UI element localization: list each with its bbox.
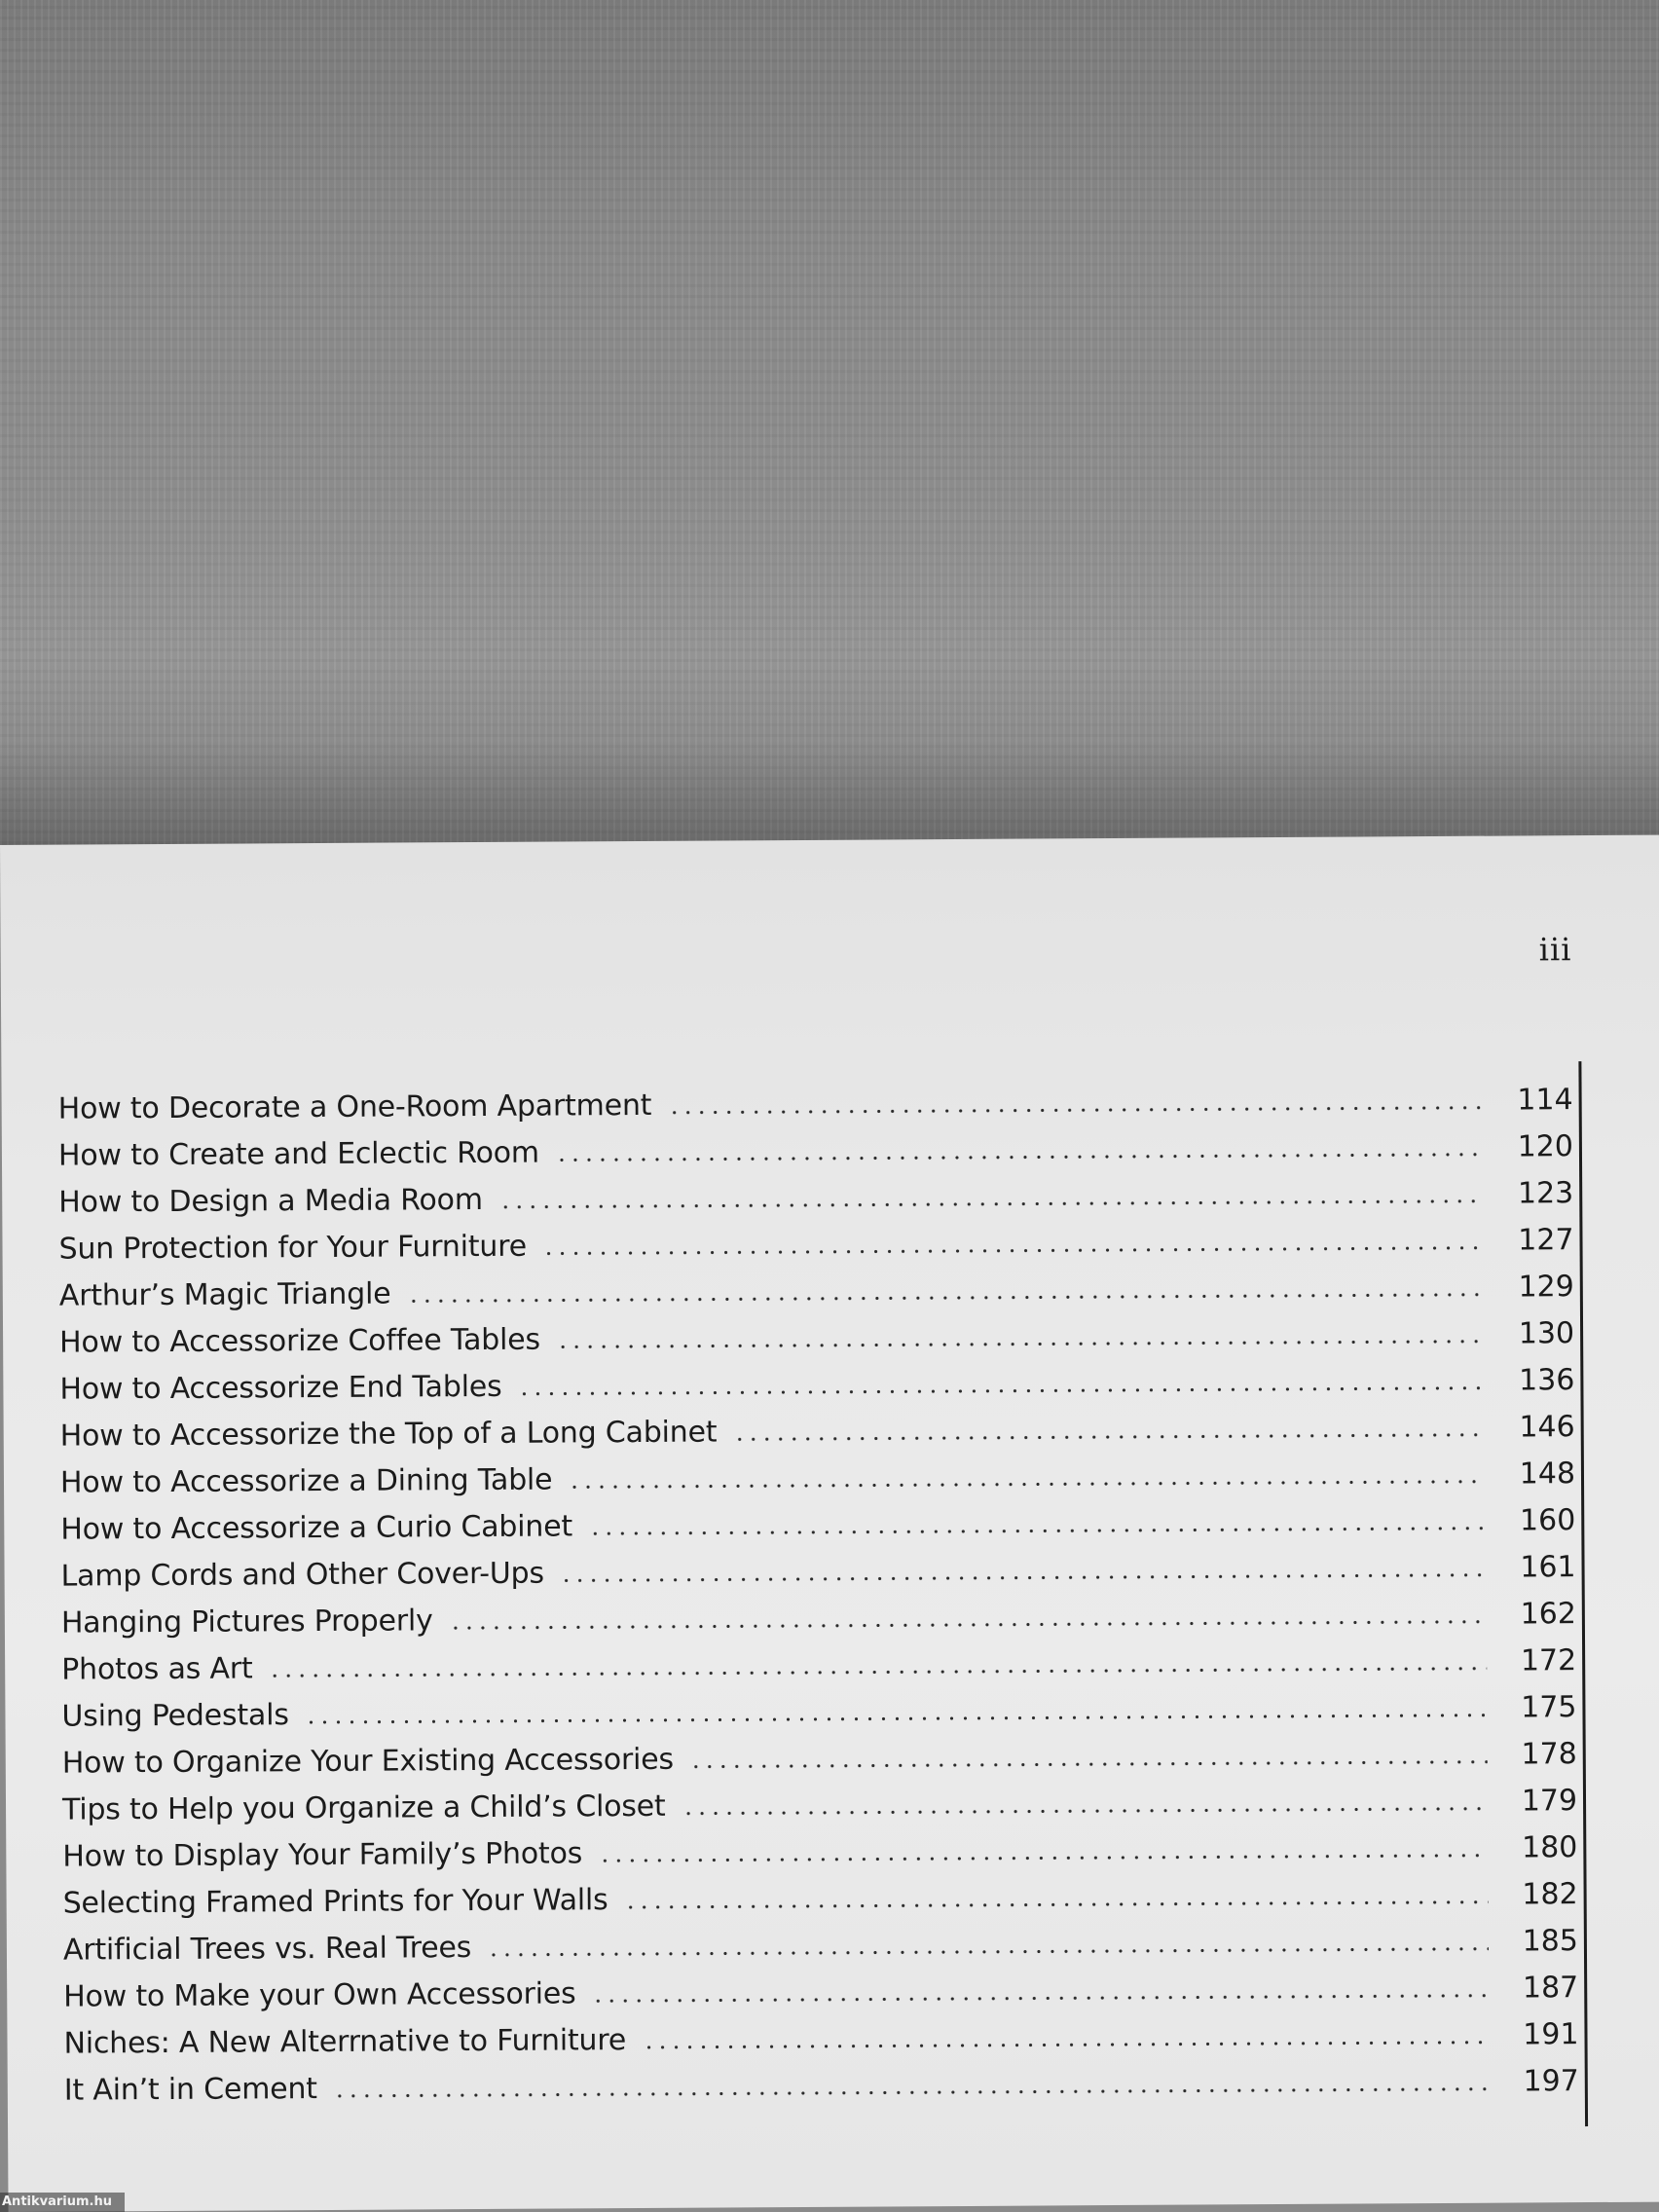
toc-entry-title: Using Pedestals [61,1698,289,1734]
toc-entry-title: How to Accessorize Coffee Tables [59,1322,541,1360]
dot-leader [560,1573,1487,1583]
toc-entry-title: How to Accessorize the Top of a Long Cabinet [59,1415,718,1454]
toc-entry-page: 172 [1520,1643,1577,1678]
toc-entry-title: How to Decorate a One-Room Apartment [57,1088,652,1126]
dot-leader [732,1433,1485,1442]
dot-leader [406,1293,1484,1304]
toc-entry-page: 187 [1522,1971,1579,2006]
dot-leader [568,1480,1486,1490]
toc-entry-title: Artificial Trees vs. Real Trees [62,1931,472,1968]
toc-entry-title: How to Design a Media Room [58,1182,483,1220]
toc-entry-page: 197 [1523,2064,1579,2099]
dot-leader [598,1854,1488,1863]
toc-entry-page: 161 [1520,1550,1576,1585]
toc-entry-title: Photos as Art [61,1651,253,1687]
dot-leader [556,1340,1485,1349]
dot-leader [624,1900,1489,1909]
toc-entry-title: How to Accessorize a Curio Cabinet [60,1509,573,1547]
dot-leader [689,1760,1488,1769]
toc-entry-title: How to Make your Own Accessories [63,1976,576,2014]
dot-leader [667,1106,1483,1115]
toc-entry-page: 136 [1519,1363,1575,1398]
toc-entry [64,2058,1579,2115]
toc-entry-title: How to Organize Your Existing Accessories [61,1742,674,1781]
toc-entry-page: 179 [1521,1784,1578,1819]
dot-leader [518,1386,1486,1396]
dot-leader [498,1199,1484,1209]
toc-entry-page: 185 [1522,1924,1579,1959]
toc-entry-page: 191 [1523,2017,1579,2052]
book-page [0,835,1659,2212]
watermark: Antikvarium.hu [0,2193,125,2212]
dot-leader [592,1994,1490,2004]
dot-leader [542,1246,1485,1256]
dot-leader [305,1714,1488,1724]
toc-entry-page: 162 [1520,1597,1576,1632]
toc-entry-page: 129 [1518,1270,1574,1305]
toc-entry-title: Tips to Help you Organize a Child’s Closet [61,1788,666,1827]
toc-entry-page: 180 [1521,1830,1578,1865]
toc-entry-title: How to Accessorize a Dining Table [59,1462,553,1500]
toc-entry-page: 123 [1517,1176,1574,1211]
table-of-contents [58,1077,1579,2114]
dot-leader [269,1667,1488,1678]
toc-entry-title: Selecting Framed Prints for Your Walls [62,1883,608,1921]
toc-entry-page: 127 [1518,1223,1574,1258]
toc-entry-page: 114 [1517,1083,1573,1118]
toc-entry-title: Sun Protection for Your Furniture [58,1229,528,1267]
toc-entry-title: How to Display Your Family’s Photos [62,1836,583,1874]
vertical-rule [1578,1061,1588,2126]
toc-entry-page: 130 [1518,1316,1575,1351]
dot-leader [588,1527,1486,1536]
dot-leader [333,2087,1490,2098]
toc-entry-title: Arthur’s Magic Triangle [58,1276,391,1313]
toc-entry-title: It Ain’t in Cement [63,2072,317,2108]
dot-leader [555,1153,1484,1162]
dot-leader [487,1947,1489,1957]
toc-entry-page: 148 [1519,1456,1576,1492]
toc-entry-page: 160 [1519,1503,1576,1538]
dot-leader [642,2041,1489,2049]
toc-entry-page: 120 [1517,1129,1574,1164]
toc-entry-page: 175 [1521,1690,1577,1725]
toc-entry-title: Lamp Cords and Other Cover-Ups [60,1556,544,1594]
toc-entry-title: How to Create and Eclectic Room [57,1135,539,1173]
toc-entry-page: 146 [1519,1410,1575,1445]
toc-entry-title: How to Accessorize End Tables [59,1369,502,1407]
dot-leader [449,1620,1487,1631]
toc-entry-page: 178 [1521,1737,1577,1772]
toc-entry-title: Niches: A New Alterrnative to Furniture [63,2023,627,2061]
dot-leader [682,1807,1488,1816]
toc-entry-title: Hanging Pictures Properly [60,1604,433,1641]
toc-entry-page: 182 [1522,1877,1578,1912]
page-number: iii [1538,931,1572,969]
